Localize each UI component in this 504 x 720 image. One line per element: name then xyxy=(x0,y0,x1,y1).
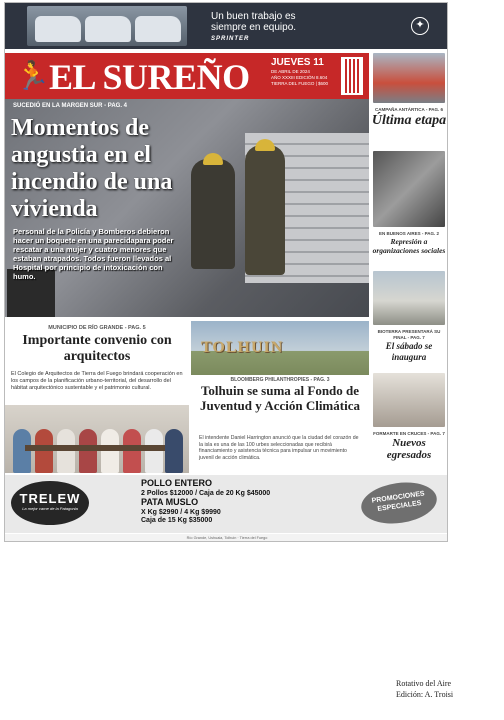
masthead xyxy=(5,53,369,99)
protest-photo xyxy=(373,151,445,227)
bottom-advertisement[interactable] xyxy=(5,475,448,533)
van-shape xyxy=(135,16,181,42)
main-story-headline[interactable]: Momentos de angustia en el incendio de una vivienda xyxy=(11,115,173,222)
right-column xyxy=(371,53,447,473)
convenio-photo xyxy=(5,405,189,473)
firefighter-figure xyxy=(245,145,285,275)
person-figure xyxy=(123,429,141,473)
top-advertisement[interactable] xyxy=(5,3,448,49)
ad-model-name: SPRINTER xyxy=(211,36,250,42)
credit-line2: Edición: A. Troisi xyxy=(396,690,454,699)
side-story-headline[interactable]: El sábado se inaugura xyxy=(385,341,433,362)
tolhuin-body: El intendente Daniel Harrington anunció que la ciudad del corazón de la isla es una de las 100 urbes seleccionadas que recibirá financiamiento y asistencia técnica para impulsar un movimiento juvenil de acción climática. xyxy=(199,435,359,461)
person-figure xyxy=(35,429,53,473)
tolhuin-headline[interactable]: Tolhuin se suma al Fondo de Juventud y Acción Climática xyxy=(200,383,360,413)
person-figure xyxy=(13,429,31,473)
antarctic-photo xyxy=(373,53,445,103)
tolhuin-kicker: BLOOMBERG PHILANTHROPIES - PAG. 3 xyxy=(230,377,330,383)
store-logo xyxy=(11,481,89,525)
offer-1-prices: 2 Pollos $12000 / Caja de 20 Kg $45000 xyxy=(141,489,271,497)
ad-slogan-line2: siempre en equipo. xyxy=(211,22,297,33)
ad-vans-image xyxy=(27,6,187,46)
main-story-kicker: SUCEDIÓ EN LA MARGEN SUR - PAG. 4 xyxy=(13,103,128,109)
ad-offers xyxy=(141,479,321,526)
offer-1-title: POLLO ENTERO xyxy=(141,478,213,488)
van-shape xyxy=(85,16,131,42)
convenio-story[interactable] xyxy=(5,321,189,473)
side-story-headline[interactable]: Nuevos egresados xyxy=(386,437,432,461)
credits xyxy=(396,678,453,700)
issue-place-price: TIERRA DEL FUEGO | $600 xyxy=(271,81,329,86)
issue-edition: AÑO XXXIII EDICIÓN 8.604 xyxy=(271,75,328,80)
tolhuin-sign: TOLHUIN xyxy=(201,339,284,356)
runner-icon: 🏃 xyxy=(15,60,50,91)
store-tagline: La mejor carne de la Patagonia xyxy=(22,506,78,511)
side-story-1[interactable] xyxy=(371,107,447,128)
ad-slogan-line1: Un buen trabajo es xyxy=(211,11,296,22)
side-story-headline[interactable]: Represión a organizaciones sociales xyxy=(372,237,446,255)
side-story-headline[interactable]: Última etapa xyxy=(371,113,447,128)
convenio-body: El Colegio de Arquitectos de Tierra del Fuego brindará cooperación en los campos de la planificación urbano-territorial, del desarrollo del hábitat arquitectónico sustentable y el patrimonio cultural. xyxy=(11,371,183,391)
person-figure xyxy=(101,429,119,473)
side-story-2[interactable] xyxy=(371,231,447,255)
graduates-photo xyxy=(373,373,445,427)
main-story-lead: Personal de la Policía y Bomberos debieron hacer un boquete en una parecidapara poder rescatar a una mujer y cuatro menores que estaban atrapados. Todos fueron llevados al Hospital por principio de intoxicación con humo. xyxy=(13,227,174,281)
issue-date: DE ABRIL DE 2024 xyxy=(271,69,310,74)
side-story-kicker: CAMPAÑA ANTÁRTICA - PAG. 6 xyxy=(374,107,444,112)
issue-info xyxy=(271,57,337,87)
credit-line1: Rotativo del Aire xyxy=(396,679,452,688)
ad-slogan xyxy=(211,11,296,33)
offer-2-title: PATA MUSLO xyxy=(141,497,199,508)
table-shape xyxy=(25,445,165,451)
person-figure xyxy=(79,429,97,473)
main-story[interactable] xyxy=(5,99,369,317)
side-story-kicker: FORMARTE EN CRUCES - PAG. 7 xyxy=(373,431,445,436)
issue-day: JUEVES 11 xyxy=(271,57,324,68)
building-photo xyxy=(373,271,445,325)
newspaper-name: EL SUREÑO xyxy=(49,57,250,97)
side-story-kicker: EN BUENOS AIRES - PAG. 2 xyxy=(378,231,439,236)
person-figure xyxy=(57,429,75,473)
side-story-3[interactable] xyxy=(371,329,447,363)
newspaper-front-page xyxy=(4,2,448,542)
person-figure xyxy=(165,429,183,473)
tolhuin-sign-photo xyxy=(191,321,369,375)
van-shape xyxy=(35,16,81,42)
person-figure xyxy=(145,429,163,473)
side-story-kicker: BIOTERRA PRESENTARÁ SU FINAL - PAG. 7 xyxy=(377,329,441,340)
convenio-kicker: MUNICIPIO DE RÍO GRANDE - PAG. 5 xyxy=(48,325,146,331)
offer-2-prices-box: Caja de 15 Kg $35000 xyxy=(141,517,213,525)
store-name: TRELEW xyxy=(19,491,81,506)
page-footer: Río Grande, Ushuaia, Tolhuin · Tierra del Fuego xyxy=(5,534,448,542)
promo-badge: PROMOCIONES ESPECIALES xyxy=(359,478,440,528)
convenio-headline[interactable]: Importante convenio con arquitectos xyxy=(22,333,172,364)
tolhuin-story[interactable] xyxy=(191,321,369,473)
mercedes-star-icon: ✦ xyxy=(411,17,429,35)
offer-2-prices: X Kg $2990 / 4 Kg $9990 xyxy=(141,508,221,516)
qr-code-icon[interactable] xyxy=(341,57,363,95)
side-story-4[interactable] xyxy=(371,431,447,461)
